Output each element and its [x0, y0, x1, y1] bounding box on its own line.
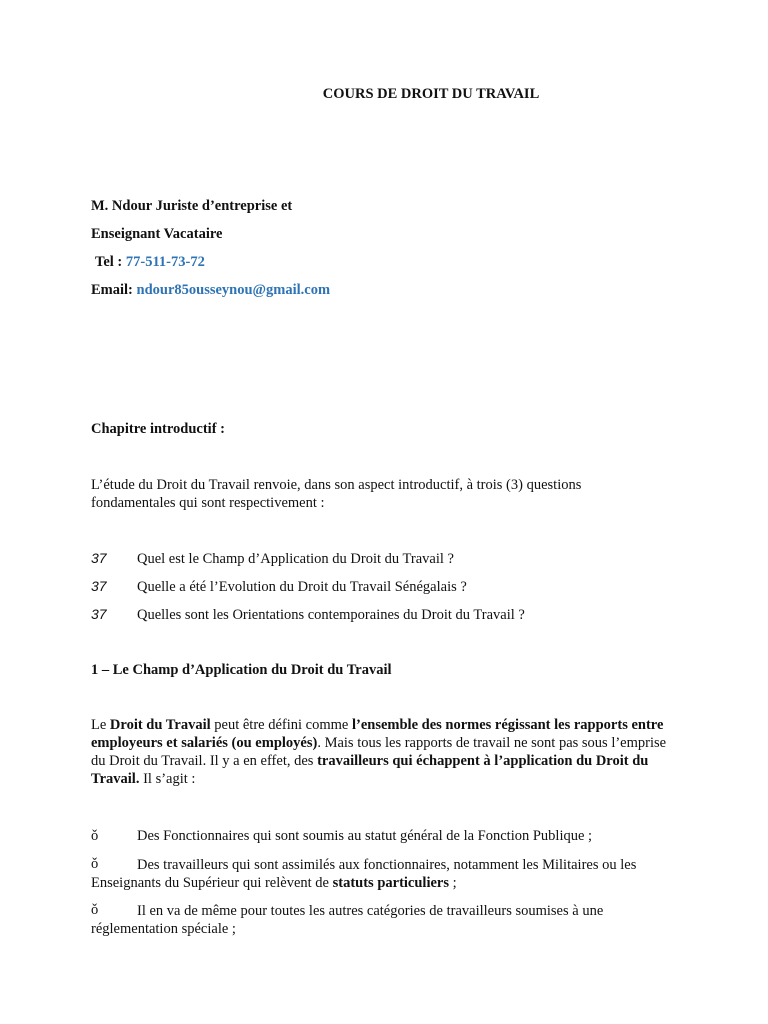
- author-name: M. Ndour Juriste d’entreprise et: [91, 198, 293, 214]
- bullet-marker: ǒ: [91, 902, 99, 918]
- text-run: Il s’agit :: [139, 771, 196, 787]
- bold-definition: l’ensemble des normes régissant les rapports entre employeurs et salariés (ou employés): [91, 717, 664, 751]
- author-phone: [95, 254, 205, 271]
- bullet-marker: ǒ: [91, 856, 99, 872]
- list-number-marker: 37: [91, 606, 107, 622]
- text-run: peut être défini comme: [210, 717, 352, 733]
- list-item: Quelle a été l’Evolution du Droit du Travail Sénégalais ?: [137, 579, 467, 595]
- list-item: [91, 856, 681, 892]
- chapter-heading: Chapitre introductif :: [91, 421, 225, 437]
- list-item: Quel est le Champ d’Application du Droit du Travail ?: [137, 551, 454, 567]
- list-number-marker: 37: [91, 578, 107, 594]
- author-email: [91, 282, 330, 299]
- intro-line-1: L’étude du Droit du Travail renvoie, dans son aspect introductif, à trois (3) questions: [91, 477, 582, 493]
- text-run: . Mais tous les rapports de travail ne sont pas sous l’emprise du Droit du Travail. Il y a en effet, des: [91, 735, 667, 769]
- text-run: Des travailleurs qui sont assimilés aux fonctionnaires, notamment les Militaires ou les Enseignants du Supérieur qui relèvent de: [91, 857, 637, 891]
- text-run: ;: [449, 875, 457, 891]
- author-role: Enseignant Vacataire: [91, 226, 223, 242]
- phone-link[interactable]: 77-511-73-72: [125, 254, 205, 270]
- phone-label: Tel :: [95, 254, 123, 270]
- text-run: Le: [91, 717, 110, 733]
- email-link[interactable]: ndour85ousseynou@gmail.com: [136, 282, 331, 298]
- list-item: Quelles sont les Orientations contemporaines du Droit du Travail ?: [137, 607, 525, 623]
- intro-line-2: fondamentales qui sont respectivement :: [91, 495, 325, 511]
- section-paragraph: [91, 716, 677, 788]
- bold-term: statuts particuliers: [332, 875, 449, 891]
- section-heading: 1 – Le Champ d’Application du Droit du Travail: [91, 662, 392, 678]
- bold-term: Droit du Travail: [109, 717, 211, 733]
- email-label: Email:: [91, 282, 133, 298]
- list-item: Des Fonctionnaires qui sont soumis au statut général de la Fonction Publique ;: [137, 828, 593, 844]
- list-item: Il en va de même pour toutes les autres catégories de travailleurs soumises à une réglementation spéciale ;: [91, 903, 604, 937]
- bold-term: travailleurs qui échappent à l’application du Droit du Travail.: [91, 753, 649, 787]
- bullet-marker: ǒ: [91, 828, 99, 844]
- list-number-marker: 37: [91, 550, 107, 566]
- document-title: COURS DE DROIT DU TRAVAIL: [322, 86, 540, 102]
